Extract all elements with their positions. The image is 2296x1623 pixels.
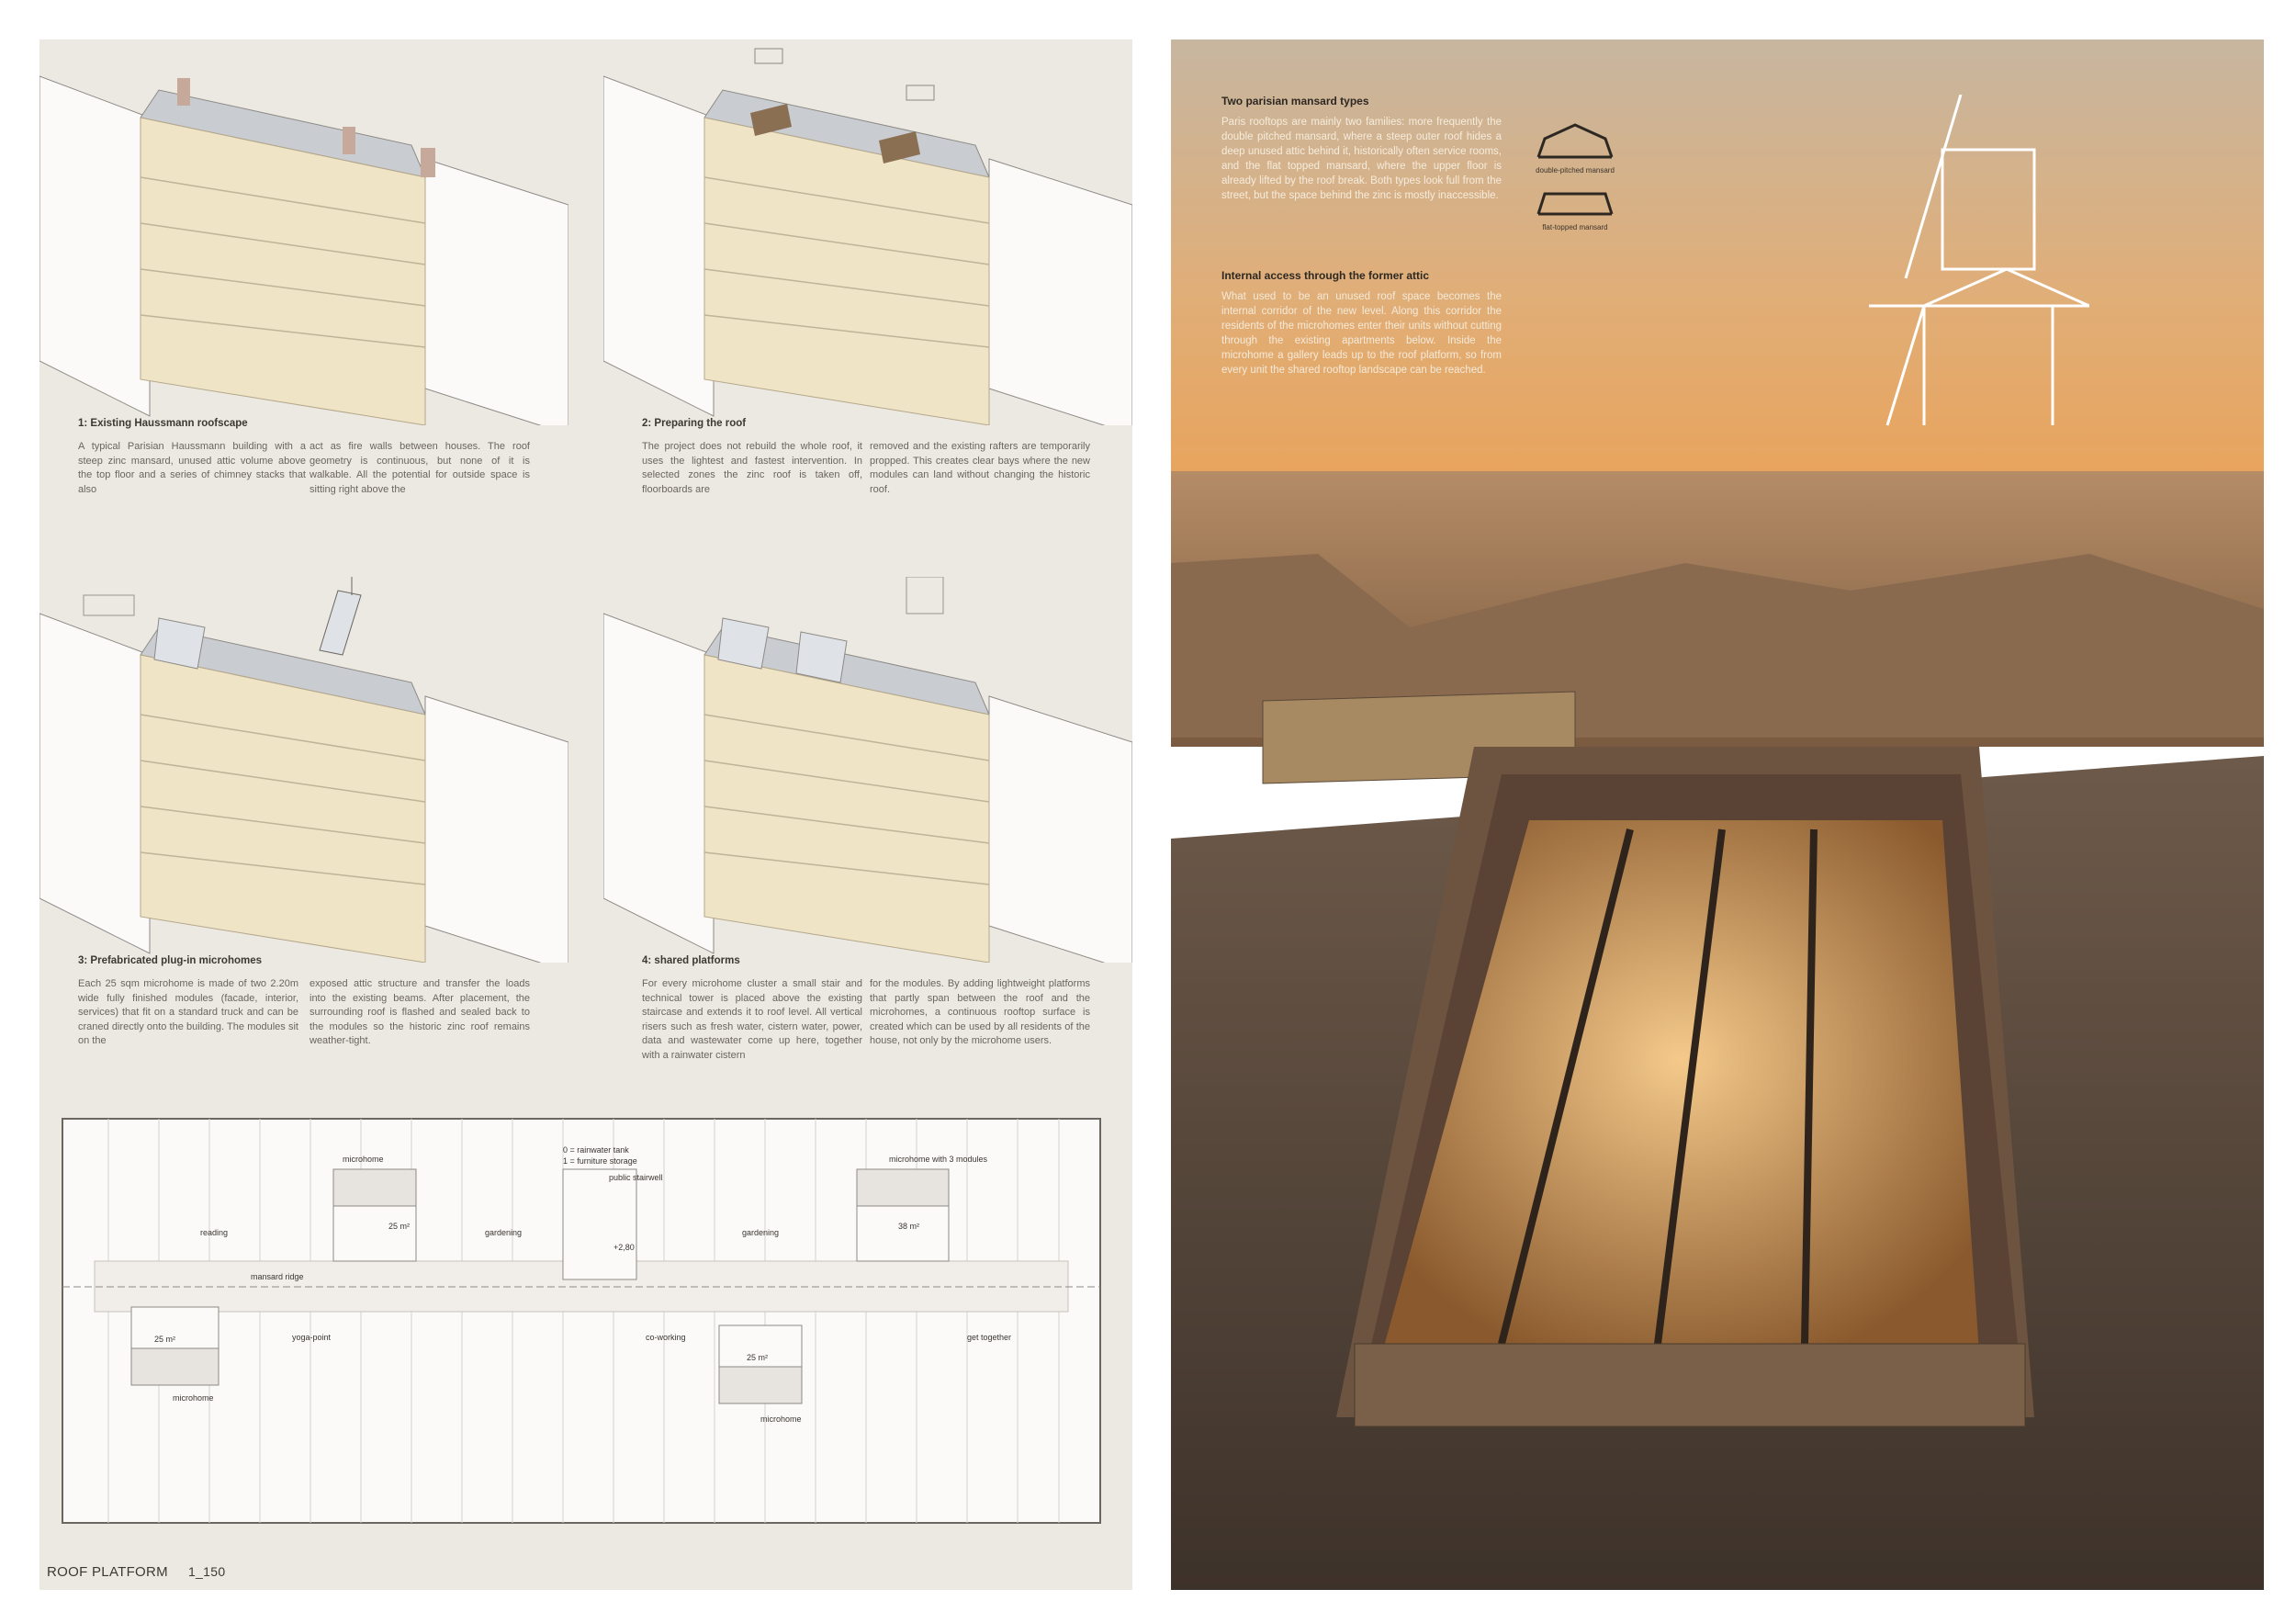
section-drawing	[1869, 95, 2089, 444]
plan-label-microhome-bottom-1: microhome	[173, 1393, 214, 1403]
mansard-icon-flat	[1534, 186, 1616, 231]
plan-level: +2,80	[613, 1243, 635, 1252]
plan-title	[47, 1564, 225, 1580]
icon-label-double: double-pitched mansard	[1536, 166, 1615, 175]
plan-label-gardening-2: gardening	[742, 1228, 780, 1237]
right-heading-1: Two parisian mansard types	[1221, 95, 1369, 107]
step-2-illustration	[603, 39, 1132, 425]
step-1-text-col1: A typical Parisian Haussmann building with a steep zinc mansard, unused attic volume above the top floor and a series of chimney stacks that also	[78, 441, 306, 495]
step-3	[39, 577, 568, 1091]
flat-topped-mansard-icon	[1534, 186, 1616, 219]
step-4-title: 4: shared platforms	[642, 955, 740, 966]
plan-title-text: ROOF PLATFORM	[47, 1564, 168, 1580]
plan-label-reading: reading	[200, 1228, 229, 1237]
step-3-text-col2: exposed attic structure and transfer the loads into the existing beams. After placement, the surrounding roof is flashed and sealed back to the modules so the historic zinc roof remains weather-tight.	[310, 978, 530, 1046]
left-panel	[39, 39, 1132, 1590]
plan-scale: 1_150	[187, 1564, 226, 1579]
step-1-text-col2: act as fire walls between houses. The roof geometry is continuous, but none of it is walkable. All the potential for outside space is sitting right above the	[310, 441, 530, 495]
plan-label-mansard-ridge: mansard ridge	[251, 1272, 304, 1281]
step-3-illustration	[39, 577, 568, 963]
step-3-title: 3: Prefabricated plug-in microhomes	[78, 955, 263, 966]
plan-area-1: 25 m²	[388, 1222, 411, 1231]
right-paragraph-2: What used to be an unused roof space becomes the internal corridor of the new level. Along this corridor the residents of the microhomes enter their units without cutting through the existing apartments below. Inside the microhome a gallery leads up to the roof platform, so from every unit the shared rooftop landscape can be reached.	[1221, 291, 1502, 376]
plan-label-stairwell: public stairwell	[609, 1173, 663, 1182]
plan-area-3: 25 m²	[154, 1335, 176, 1344]
right-panel	[1171, 39, 2264, 1590]
step-4	[603, 577, 1132, 1091]
plan-label-microhome-3: microhome with 3 modules	[889, 1155, 988, 1164]
step-4-text-col1: For every microhome cluster a small stair and technical tower is placed above the existing staircase and extends it to roof level. All vertical risers such as fresh water, cistern water, power, data and wastewater come up here, together with a rainwater cistern	[642, 978, 862, 1061]
plan-legend-storage: 1 = furniture storage	[563, 1156, 637, 1166]
right-paragraph-1: Paris rooftops are mainly two families: more frequently the double pitched mansard, where a steep outer roof hides a deep unused attic behind it, historically often service rooms, and the flat topped mansard, where the upper floor is already lifted by the roof break. Both types look full from the street, but the space behind the zinc is mostly inaccessible.	[1221, 117, 1502, 201]
plan-label-coworking: co-working	[646, 1333, 686, 1342]
step-4-illustration	[603, 577, 1132, 963]
step-1	[39, 39, 568, 517]
plan-label-yoga: yoga-point	[292, 1333, 332, 1342]
double-pitched-mansard-icon	[1534, 120, 1616, 162]
step-2-text-col2: removed and the existing rafters are temporarily propped. This creates clear bays where the new modules can land without changing the historic roof.	[870, 441, 1090, 495]
icon-label-flat: flat-topped mansard	[1542, 223, 1608, 231]
plan-label-get-together: get together	[967, 1333, 1012, 1342]
plan-label-microhome-bottom-2: microhome	[760, 1414, 802, 1424]
step-4-text-col2: for the modules. By adding lightweight platforms that partly span between the roof and the microhomes, a continuous rooftop surface is created which can be used by all residents of the house, not only by the microhome users.	[870, 978, 1090, 1046]
plan-label-gardening-1: gardening	[485, 1228, 523, 1237]
plan-label-microhome-top: microhome	[343, 1155, 384, 1164]
plan-area-4: 25 m²	[747, 1353, 769, 1362]
step-1-title: 1: Existing Haussmann roofscape	[78, 418, 248, 429]
plan-area-2: 38 m²	[898, 1222, 920, 1231]
mansard-icon-double	[1534, 120, 1616, 175]
right-heading-2: Internal access through the former attic	[1221, 269, 1430, 282]
step-3-text-col1: Each 25 sqm microhome is made of two 2.20m wide fully finished modules (facade, interior, services) that fit on a standard truck and can be craned directly onto the building. The modules sit on the	[78, 978, 298, 1046]
step-2-title: 2: Preparing the roof	[642, 418, 747, 429]
step-1-illustration	[39, 39, 568, 425]
roof-platform-plan	[39, 1114, 1132, 1537]
step-2-text-col1: The project does not rebuild the whole roof, it uses the lightest and fastest intervention. In selected zones the zinc roof is taken off, floorboards are	[642, 441, 862, 495]
plan-legend-tank: 0 = rainwater tank	[563, 1145, 629, 1155]
step-2	[603, 39, 1132, 517]
